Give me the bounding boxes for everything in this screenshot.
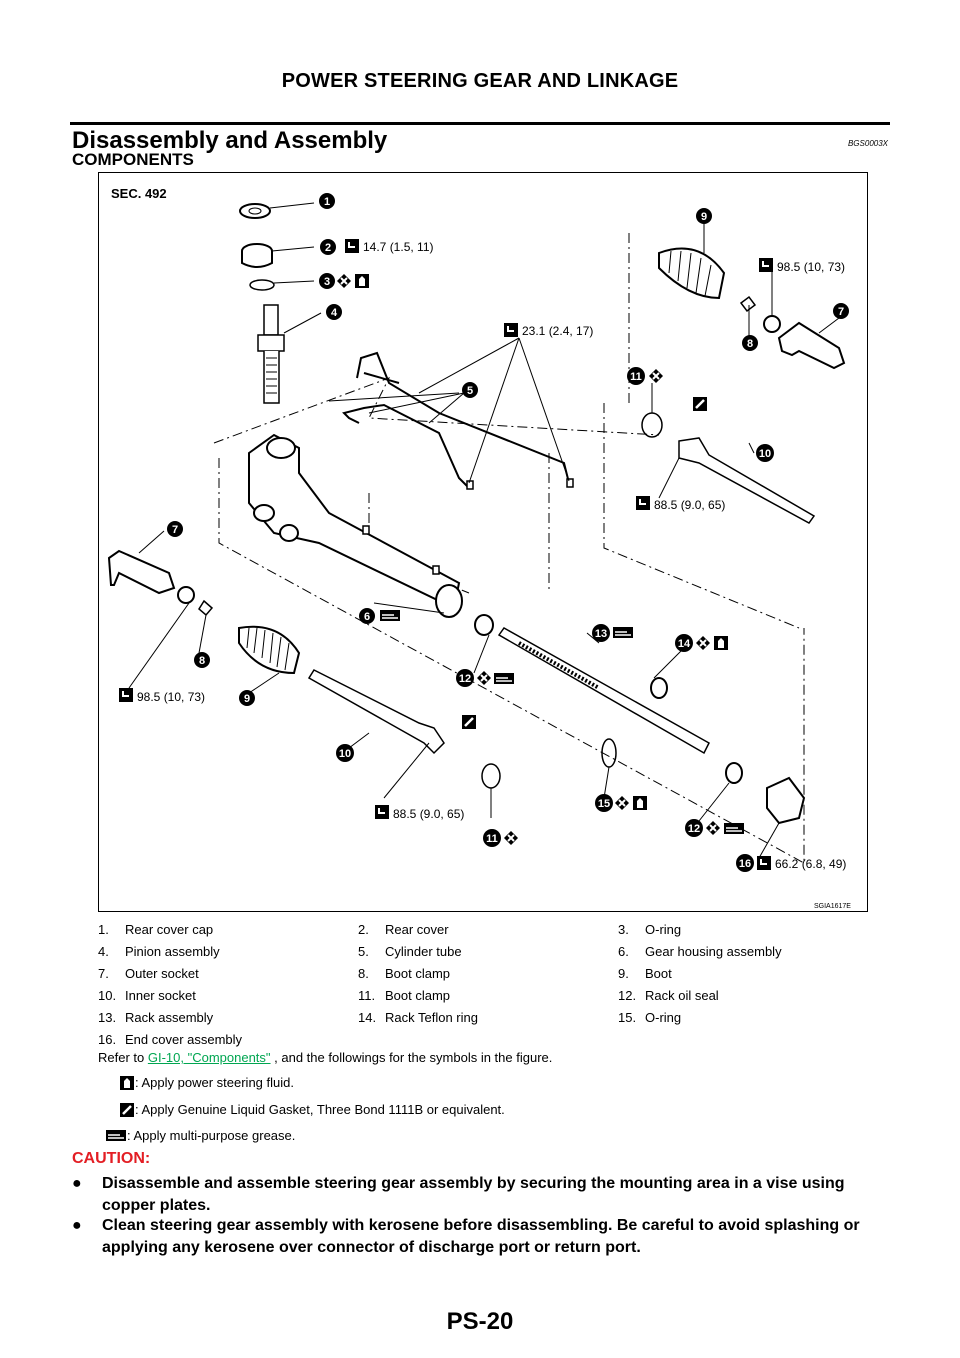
callout-10-left: 10 <box>338 748 352 760</box>
parts-row <box>98 984 878 1006</box>
grease-icon <box>106 1130 126 1141</box>
part-number: 2. <box>358 921 369 937</box>
part-name: Rack Teflon ring <box>385 1009 478 1025</box>
liquid-gasket-icon <box>693 397 707 411</box>
torque-inner-socket-left: 88.5 (9.0, 65) <box>393 807 465 821</box>
part-number: 5. <box>358 943 369 959</box>
part-number: 14. <box>358 1009 377 1025</box>
refer-suffix: , and the followings for the symbols in the figure. <box>270 1050 553 1065</box>
callout-8-right: 8 <box>746 338 754 350</box>
part-number: 1. <box>98 921 109 937</box>
caution-title: CAUTION: <box>72 1150 151 1167</box>
section-title: Disassembly and Assembly <box>72 127 388 154</box>
torque-wrench-icon <box>636 496 650 510</box>
part-number: 9. <box>618 965 629 981</box>
grease-icon <box>380 610 400 621</box>
part-number: 11. <box>358 987 376 1003</box>
parts-row <box>98 1028 878 1050</box>
part-name: Rack assembly <box>125 1009 214 1025</box>
section-subtitle: COMPONENTS <box>72 150 194 169</box>
parts-row <box>98 1006 878 1028</box>
torque-inner-socket-right: 88.5 (9.0, 65) <box>654 498 726 512</box>
legend-grease <box>106 1128 295 1143</box>
part-number: 8. <box>358 965 369 981</box>
callout-6: 6 <box>363 611 371 623</box>
torque-end-cover: 66.2 (6.8, 49) <box>775 857 847 871</box>
parts-row <box>98 962 878 984</box>
part-name: Boot clamp <box>385 987 451 1003</box>
callout-12-lower: 12 <box>687 823 701 835</box>
never-reuse-icon <box>649 369 663 383</box>
part-name: O-ring <box>645 1009 682 1025</box>
caution-item-text: Disassemble and assemble steering gear assembly by securing the mounting area in a vise using copper plates. <box>102 1175 845 1214</box>
callout-13: 13 <box>594 628 608 640</box>
part-name: Boot <box>645 965 672 981</box>
never-reuse-icon <box>504 831 518 845</box>
callout-11-left: 11 <box>486 833 498 845</box>
callout-3: 3 <box>323 276 331 288</box>
part-name: Cylinder tube <box>385 943 462 959</box>
bullet-icon: ● <box>72 1175 82 1192</box>
callout-5: 5 <box>466 385 474 397</box>
torque-outer-socket-left: 98.5 (10, 73) <box>137 690 206 704</box>
part-number: 6. <box>618 943 629 959</box>
page-number: PS-20 <box>446 1308 514 1335</box>
grease-icon <box>494 673 514 684</box>
legend-grease-text: : Apply multi-purpose grease. <box>127 1128 296 1143</box>
part-number: 3. <box>618 921 629 937</box>
part-name: End cover assembly <box>125 1031 243 1047</box>
torque-wrench-icon <box>504 323 518 337</box>
refer-prefix: Refer to <box>98 1050 148 1065</box>
exploded-view-diagram <box>99 173 869 913</box>
callout-8-left: 8 <box>198 655 206 667</box>
grease-icon <box>724 823 744 834</box>
callout-7-left: 7 <box>171 524 179 536</box>
header-rule <box>70 122 890 125</box>
caution-item-text: Clean steering gear assembly with kerosene before disassembling. Be careful to avoid splashing or applying any kerosene over connector of discharge port or return port. <box>102 1217 860 1256</box>
grease-icon <box>613 627 633 638</box>
legend-gasket-text: : Apply Genuine Liquid Gasket, Three Bond 1111B or equivalent. <box>135 1102 505 1117</box>
never-reuse-icon <box>337 274 351 288</box>
part-name: Rear cover cap <box>125 921 214 937</box>
legend-fluid <box>120 1075 294 1090</box>
part-number: 15. <box>618 1009 637 1025</box>
callout-9-right: 9 <box>700 211 708 223</box>
parts-row <box>98 940 878 962</box>
part-number: 12. <box>618 987 637 1003</box>
torque-outer-socket-right: 98.5 (10, 73) <box>777 260 846 274</box>
part-name: Outer socket <box>125 965 199 981</box>
components-figure <box>98 172 868 912</box>
part-name: Inner socket <box>125 987 196 1003</box>
callout-1: 1 <box>323 196 331 208</box>
part-number: 16. <box>98 1031 117 1047</box>
part-number: 4. <box>98 943 109 959</box>
torque-wrench-icon <box>345 239 359 253</box>
callout-4: 4 <box>330 307 338 319</box>
callout-7-right: 7 <box>837 306 845 318</box>
never-reuse-icon <box>615 796 629 810</box>
fluid-icon <box>120 1076 134 1090</box>
part-name: O-ring <box>645 921 682 937</box>
fluid-icon <box>355 274 369 288</box>
bullet-icon: ● <box>72 1217 82 1234</box>
callout-9-left: 9 <box>243 693 251 705</box>
torque-wrench-icon <box>375 805 389 819</box>
legend-fluid-text: : Apply power steering fluid. <box>135 1075 294 1090</box>
callout-15: 15 <box>597 798 611 810</box>
never-reuse-icon <box>696 636 710 650</box>
part-name: Boot clamp <box>385 965 451 981</box>
part-name: Pinion assembly <box>125 943 220 959</box>
part-number: 10. <box>98 987 117 1003</box>
refer-text <box>98 1050 552 1065</box>
liquid-gasket-icon <box>462 715 476 729</box>
callout-16: 16 <box>738 858 752 870</box>
page-header-title: POWER STEERING GEAR AND LINKAGE <box>281 70 679 92</box>
fluid-icon <box>714 636 728 650</box>
torque-2: 14.7 (1.5, 11) <box>363 240 434 254</box>
figure-code: SGIA1617E <box>814 903 851 910</box>
part-name: Gear housing assembly <box>645 943 782 959</box>
caution-item <box>72 1215 890 1259</box>
part-name: Rear cover <box>385 921 449 937</box>
never-reuse-icon <box>706 821 720 835</box>
part-number: 13. <box>98 1009 117 1025</box>
callout-12-upper: 12 <box>458 673 472 685</box>
components-link[interactable]: GI-10, "Components" <box>147 1050 271 1065</box>
callout-14: 14 <box>677 638 691 650</box>
torque-wrench-icon <box>757 856 771 870</box>
callout-11-right: 11 <box>630 371 642 383</box>
caution-item <box>72 1173 890 1217</box>
sec-label: SEC. 492 <box>111 186 167 201</box>
torque-wrench-icon <box>119 688 133 702</box>
torque-cylinder-tube: 23.1 (2.4, 17) <box>522 324 594 338</box>
callout-10-right: 10 <box>758 448 772 460</box>
part-number: 7. <box>98 965 109 981</box>
fluid-icon <box>633 796 647 810</box>
parts-row <box>98 918 878 940</box>
liquid-gasket-icon <box>120 1103 134 1117</box>
section-code: BGS0003X <box>847 139 888 148</box>
callout-2: 2 <box>324 242 332 254</box>
legend-gasket <box>120 1102 505 1117</box>
never-reuse-icon <box>477 671 491 685</box>
part-name: Rack oil seal <box>645 987 719 1003</box>
torque-wrench-icon <box>759 258 773 272</box>
parts-list <box>98 918 878 1050</box>
